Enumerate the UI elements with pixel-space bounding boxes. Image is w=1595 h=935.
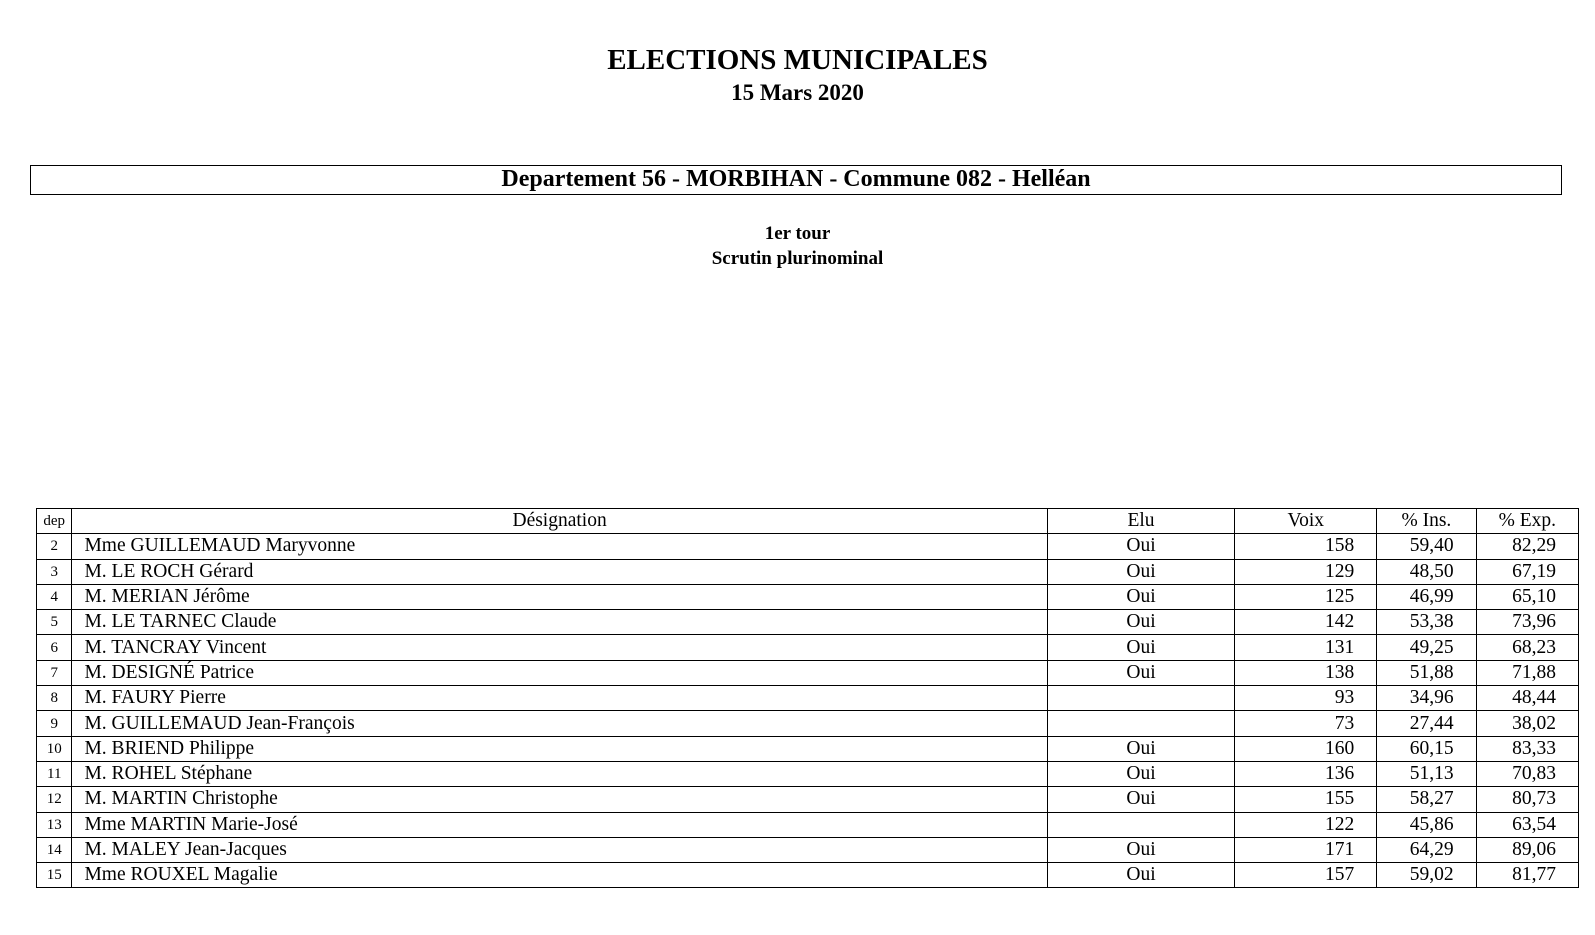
cell-elu: Oui — [1047, 787, 1235, 812]
cell-pct-exp: 70,83 — [1476, 761, 1578, 786]
cell-voix: 155 — [1235, 787, 1377, 812]
cell-designation: M. MALEY Jean-Jacques — [72, 837, 1047, 862]
cell-dep: 3 — [37, 559, 72, 584]
col-header-pct-exp: % Exp. — [1476, 509, 1578, 534]
cell-voix: 131 — [1235, 635, 1377, 660]
cell-voix: 158 — [1235, 534, 1377, 559]
cell-pct-exp: 71,88 — [1476, 660, 1578, 685]
table-row — [37, 787, 1579, 812]
cell-pct-ins: 49,25 — [1377, 635, 1476, 660]
cell-designation: M. GUILLEMAUD Jean-François — [72, 711, 1047, 736]
cell-elu: Oui — [1047, 863, 1235, 888]
election-date: 15 Mars 2020 — [731, 80, 864, 105]
cell-dep: 12 — [37, 787, 72, 812]
cell-elu — [1047, 711, 1235, 736]
cell-dep: 11 — [37, 761, 72, 786]
cell-pct-exp: 81,77 — [1476, 863, 1578, 888]
table-row — [37, 534, 1579, 559]
cell-voix: 171 — [1235, 837, 1377, 862]
cell-pct-ins: 58,27 — [1377, 787, 1476, 812]
cell-voix: 160 — [1235, 736, 1377, 761]
cell-pct-exp: 48,44 — [1476, 686, 1578, 711]
cell-designation: M. FAURY Pierre — [72, 686, 1047, 711]
cell-pct-ins: 34,96 — [1377, 686, 1476, 711]
col-header-pct-ins: % Ins. — [1377, 509, 1476, 534]
cell-elu — [1047, 686, 1235, 711]
cell-pct-ins: 53,38 — [1377, 610, 1476, 635]
cell-pct-ins: 27,44 — [1377, 711, 1476, 736]
cell-dep: 14 — [37, 837, 72, 862]
round-info — [0, 221, 1595, 271]
cell-dep: 10 — [37, 736, 72, 761]
cell-pct-ins: 46,99 — [1377, 584, 1476, 609]
cell-designation: Mme MARTIN Marie-José — [72, 812, 1047, 837]
col-header-elu: Elu — [1047, 509, 1235, 534]
cell-designation: M. LE ROCH Gérard — [72, 559, 1047, 584]
cell-dep: 13 — [37, 812, 72, 837]
cell-pct-exp: 38,02 — [1476, 711, 1578, 736]
department-banner: Departement 56 - MORBIHAN - Commune 082 - Helléan — [30, 165, 1562, 195]
cell-pct-ins: 60,15 — [1377, 736, 1476, 761]
cell-elu: Oui — [1047, 635, 1235, 660]
cell-elu: Oui — [1047, 736, 1235, 761]
cell-designation: M. BRIEND Philippe — [72, 736, 1047, 761]
col-header-designation: Désignation — [72, 509, 1047, 534]
table-row — [37, 635, 1579, 660]
cell-designation: M. TANCRAY Vincent — [72, 635, 1047, 660]
round-label: 1er tour — [764, 223, 831, 244]
cell-dep: 7 — [37, 660, 72, 685]
cell-voix: 138 — [1235, 660, 1377, 685]
cell-voix: 129 — [1235, 559, 1377, 584]
cell-dep: 15 — [37, 863, 72, 888]
cell-pct-exp: 68,23 — [1476, 635, 1578, 660]
cell-pct-ins: 51,88 — [1377, 660, 1476, 685]
cell-designation: M. DESIGNÉ Patrice — [72, 660, 1047, 685]
cell-elu: Oui — [1047, 584, 1235, 609]
table-row — [37, 837, 1579, 862]
cell-voix: 157 — [1235, 863, 1377, 888]
cell-elu: Oui — [1047, 534, 1235, 559]
table-row — [37, 559, 1579, 584]
col-header-dep: dep — [37, 509, 72, 534]
cell-elu: Oui — [1047, 559, 1235, 584]
cell-voix: 93 — [1235, 686, 1377, 711]
table-row — [37, 711, 1579, 736]
cell-dep: 2 — [37, 534, 72, 559]
cell-designation: Mme ROUXEL Magalie — [72, 863, 1047, 888]
cell-designation: Mme GUILLEMAUD Maryvonne — [72, 534, 1047, 559]
table-row — [37, 584, 1579, 609]
cell-pct-ins: 45,86 — [1377, 812, 1476, 837]
results-header-row — [37, 509, 1579, 534]
cell-elu: Oui — [1047, 610, 1235, 635]
table-row — [37, 660, 1579, 685]
table-row — [37, 686, 1579, 711]
cell-designation: M. ROHEL Stéphane — [72, 761, 1047, 786]
cell-pct-exp: 65,10 — [1476, 584, 1578, 609]
cell-dep: 6 — [37, 635, 72, 660]
cell-pct-ins: 59,40 — [1377, 534, 1476, 559]
cell-voix: 136 — [1235, 761, 1377, 786]
cell-pct-ins: 59,02 — [1377, 863, 1476, 888]
table-row — [37, 812, 1579, 837]
cell-pct-exp: 63,54 — [1476, 812, 1578, 837]
cell-elu — [1047, 812, 1235, 837]
table-row — [37, 736, 1579, 761]
cell-pct-exp: 80,73 — [1476, 787, 1578, 812]
results-body — [37, 534, 1579, 888]
results-table — [36, 508, 1579, 888]
cell-elu: Oui — [1047, 761, 1235, 786]
cell-dep: 8 — [37, 686, 72, 711]
col-header-voix: Voix — [1235, 509, 1377, 534]
cell-pct-exp: 83,33 — [1476, 736, 1578, 761]
table-row — [37, 761, 1579, 786]
cell-designation: M. MERIAN Jérôme — [72, 584, 1047, 609]
cell-voix: 122 — [1235, 812, 1377, 837]
cell-designation: M. LE TARNEC Claude — [72, 610, 1047, 635]
ballot-type: Scrutin plurinominal — [711, 248, 884, 269]
cell-dep: 4 — [37, 584, 72, 609]
cell-dep: 5 — [37, 610, 72, 635]
table-row — [37, 863, 1579, 888]
cell-pct-ins: 51,13 — [1377, 761, 1476, 786]
cell-voix: 142 — [1235, 610, 1377, 635]
cell-dep: 9 — [37, 711, 72, 736]
page-title: ELECTIONS MUNICIPALES — [607, 44, 988, 76]
cell-pct-exp: 82,29 — [1476, 534, 1578, 559]
table-row — [37, 610, 1579, 635]
cell-pct-ins: 48,50 — [1377, 559, 1476, 584]
cell-designation: M. MARTIN Christophe — [72, 787, 1047, 812]
cell-pct-ins: 64,29 — [1377, 837, 1476, 862]
cell-pct-exp: 67,19 — [1476, 559, 1578, 584]
cell-voix: 73 — [1235, 711, 1377, 736]
cell-elu: Oui — [1047, 660, 1235, 685]
cell-elu: Oui — [1047, 837, 1235, 862]
cell-voix: 125 — [1235, 584, 1377, 609]
cell-pct-exp: 73,96 — [1476, 610, 1578, 635]
cell-pct-exp: 89,06 — [1476, 837, 1578, 862]
